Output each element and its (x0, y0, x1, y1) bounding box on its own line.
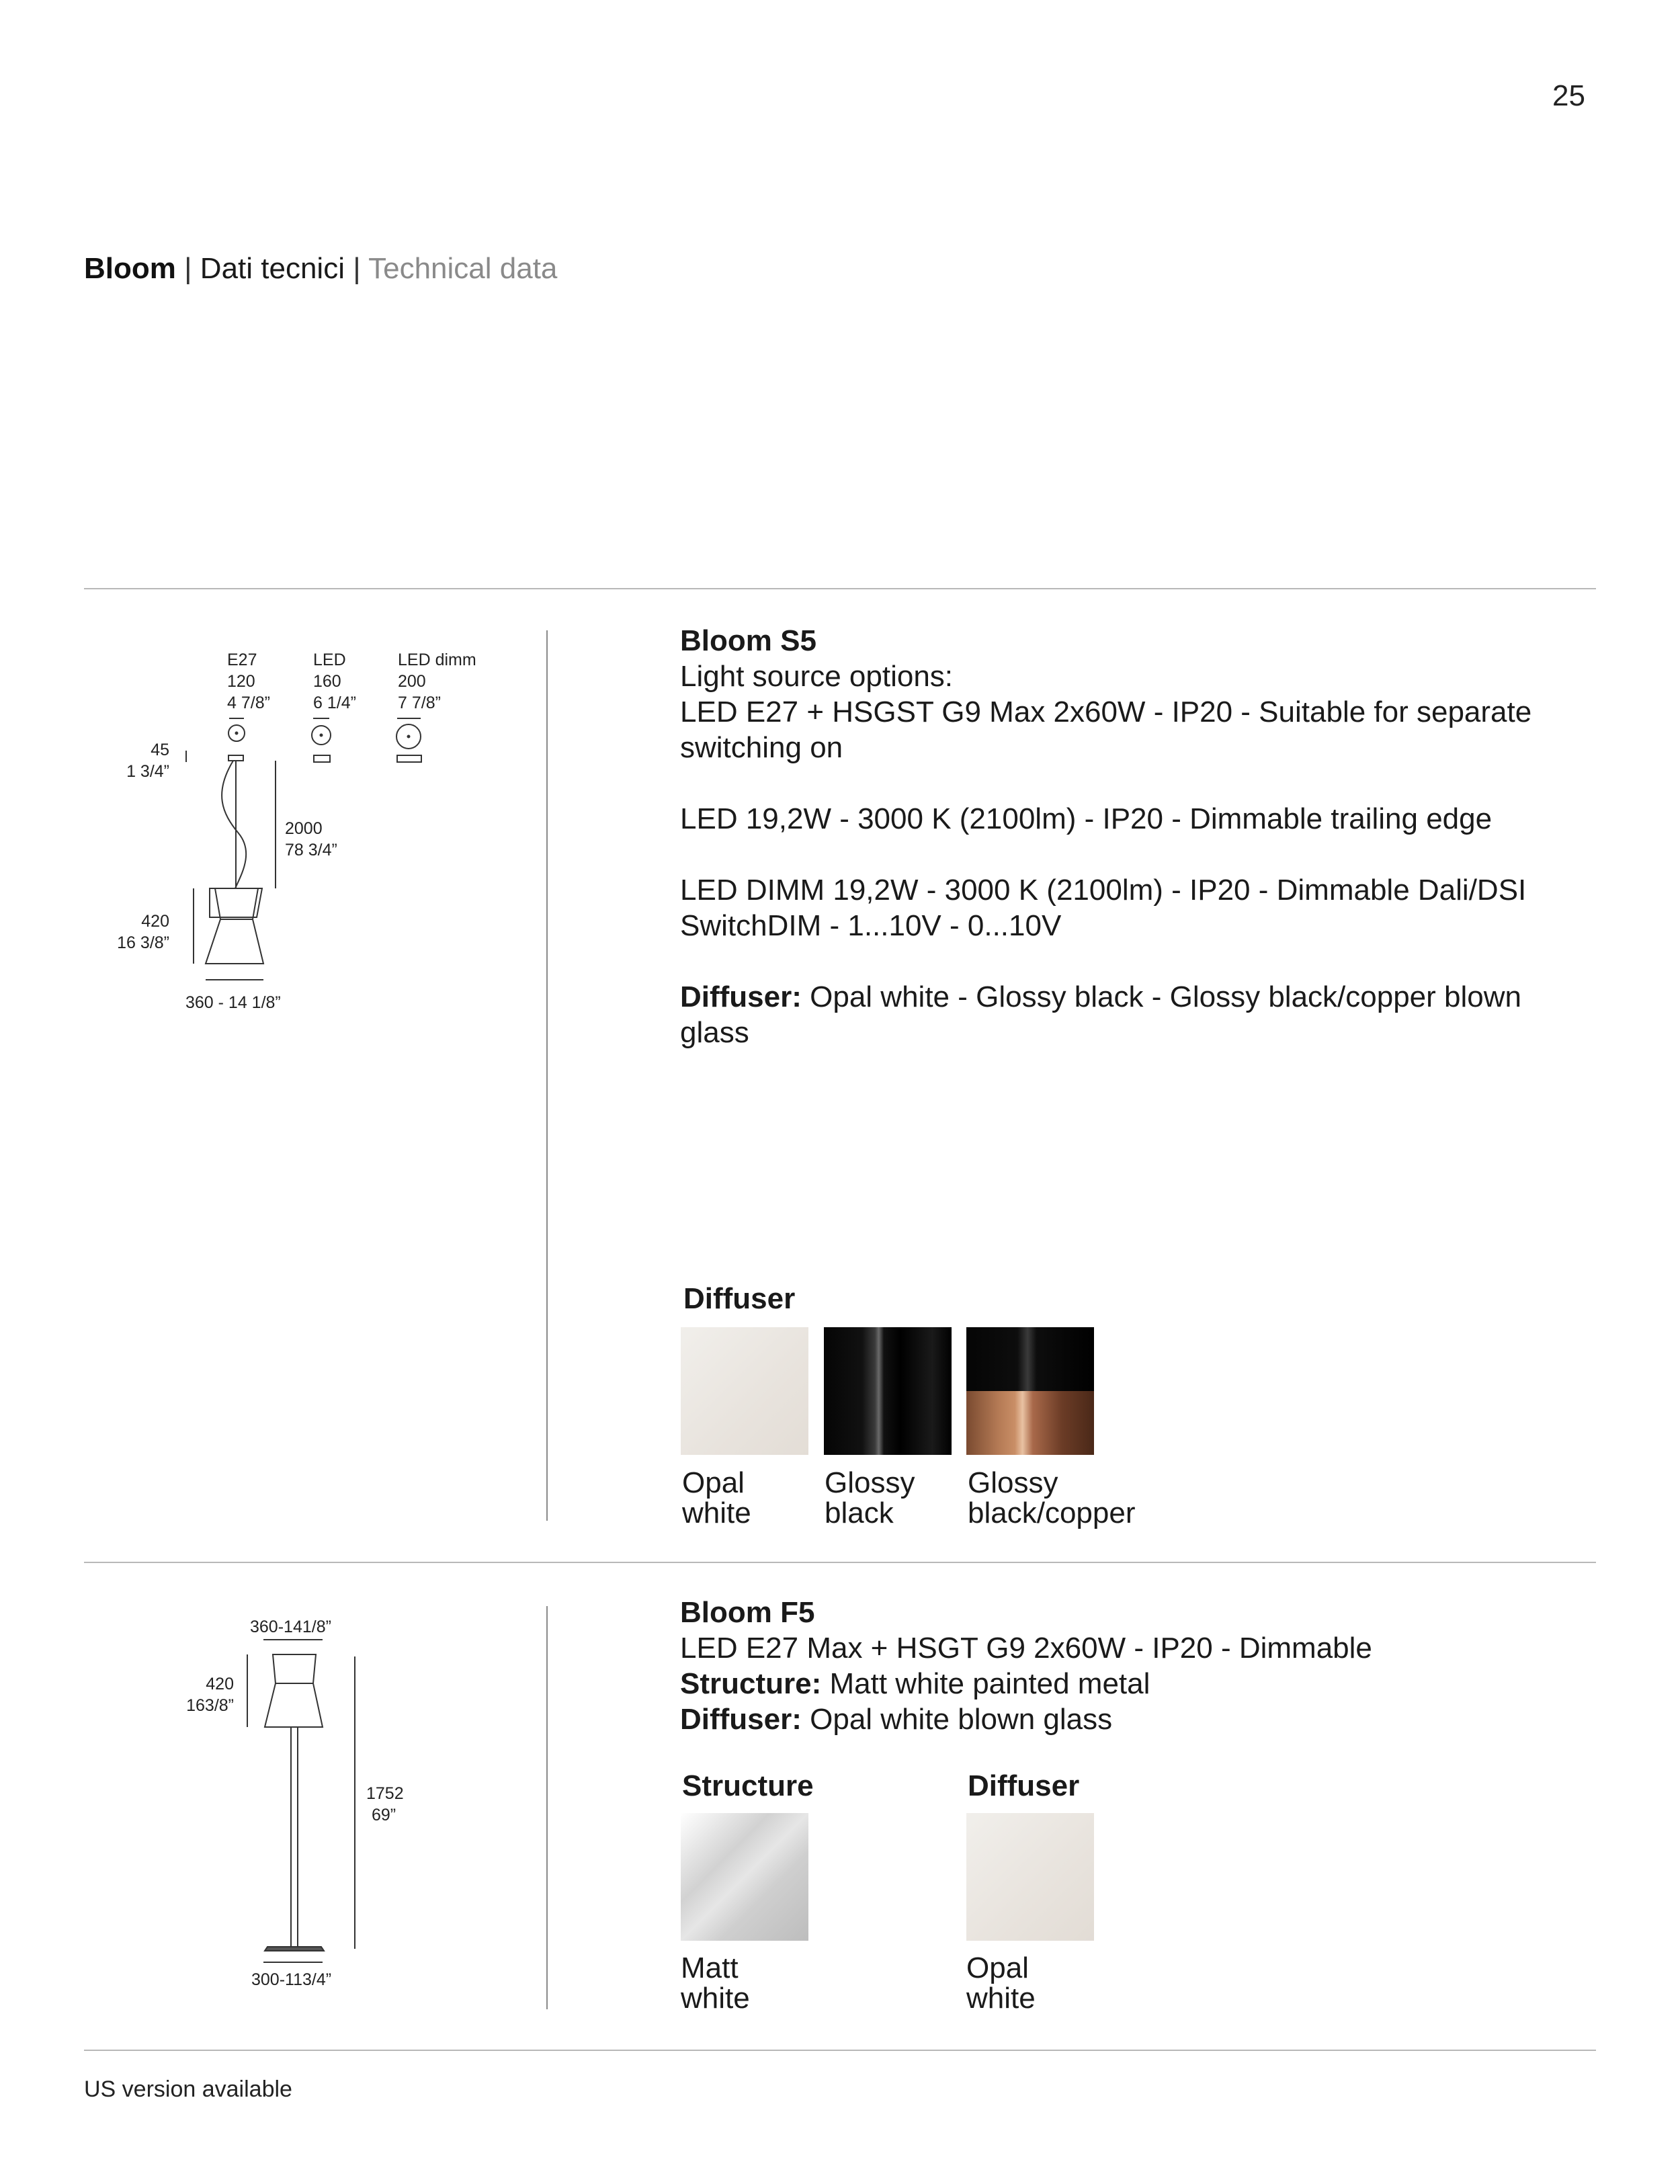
s5-line: LED E27 + HSGST G9 Max 2x60W - IP20 - Suitable for separate (680, 696, 1532, 728)
s5-title: Bloom S5 (680, 624, 816, 657)
swatch-label-glossy-black: Glossy black (825, 1466, 915, 1529)
s5-dim-cable: 2000 78 3/4” (285, 819, 337, 859)
f5-lamp-sketch (0, 0, 551, 2016)
s5-specs (680, 623, 1594, 1050)
s5-line: LED 19,2W - 3000 K (2100lm) - IP20 - Dimmable trailing edge (680, 802, 1493, 835)
title-separator: | (353, 252, 361, 285)
f5-dim-top: 360-141/8” (250, 1618, 331, 1636)
s5-line: LED DIMM 19,2W - 3000 K (2100lm) - IP20 - Dimmable Dali/DSI (680, 874, 1527, 907)
page-number: 25 (1552, 79, 1585, 112)
divider-bottom (84, 2050, 1596, 2051)
f5-title: Bloom F5 (680, 1596, 815, 1629)
s5-line: switching on (680, 731, 843, 764)
s5-dim-width: 360 - 14 1/8” (185, 993, 281, 1012)
s5-dim-shade-height: 420 16 3/8” (117, 912, 169, 952)
f5-structure-heading: Structure (682, 1769, 814, 1802)
f5-diffuser-line: Diffuser: Opal white blown glass (680, 1703, 1113, 1736)
swatch-glossy-black[interactable] (824, 1327, 952, 1455)
s5-diffuser-line: Diffuser: Opal white - Glossy black - Glossy black/copper blown glass (680, 980, 1521, 1049)
swatch-matt-white[interactable] (681, 1813, 808, 1941)
f5-specs (680, 1595, 1594, 1737)
s5-line: SwitchDIM - 1...10V - 0...10V (680, 909, 1062, 942)
f5-diffuser-heading: Diffuser (968, 1769, 1080, 1802)
f5-dim-height: 1752 69” (366, 1784, 404, 1824)
swatch-f5-opal-white[interactable] (966, 1813, 1094, 1941)
f5-dim-base: 300-113/4” (251, 1970, 332, 1989)
s5-source-led-dimm: LED dimm 200 7 7/8” (398, 650, 476, 712)
title-english: Technical data (368, 252, 558, 285)
product-name: Bloom (84, 252, 176, 285)
swatch-glossy-black-copper[interactable] (966, 1327, 1094, 1455)
title-separator: | (184, 252, 192, 285)
footer-note: US version available (84, 2076, 292, 2102)
s5-line: Light source options: (680, 660, 954, 693)
s5-dim-canopy: 45 1 3/4” (126, 741, 169, 781)
s5-source-led: LED 160 6 1/4” (313, 650, 356, 712)
swatch-label-glossy-black-copper: Glossy black/copper (968, 1466, 1136, 1529)
title-italian: Dati tecnici (200, 252, 345, 285)
swatch-label-matt-white: Matt white (681, 1951, 750, 2015)
swatch-label-f5-opal-white: Opal white (966, 1951, 1036, 2015)
s5-swatch-heading: Diffuser (683, 1282, 796, 1315)
s5-source-e27: E27 120 4 7/8” (227, 650, 270, 712)
f5-structure-line: Structure: Matt white painted metal (680, 1667, 1150, 1700)
swatch-label-opal-white: Opal white (682, 1466, 751, 1529)
f5-dim-shade-height: 420 163/8” (186, 1675, 234, 1715)
swatch-opal-white[interactable] (681, 1327, 808, 1455)
f5-line: LED E27 Max + HSGT G9 2x60W - IP20 - Dimmable (680, 1632, 1372, 1665)
